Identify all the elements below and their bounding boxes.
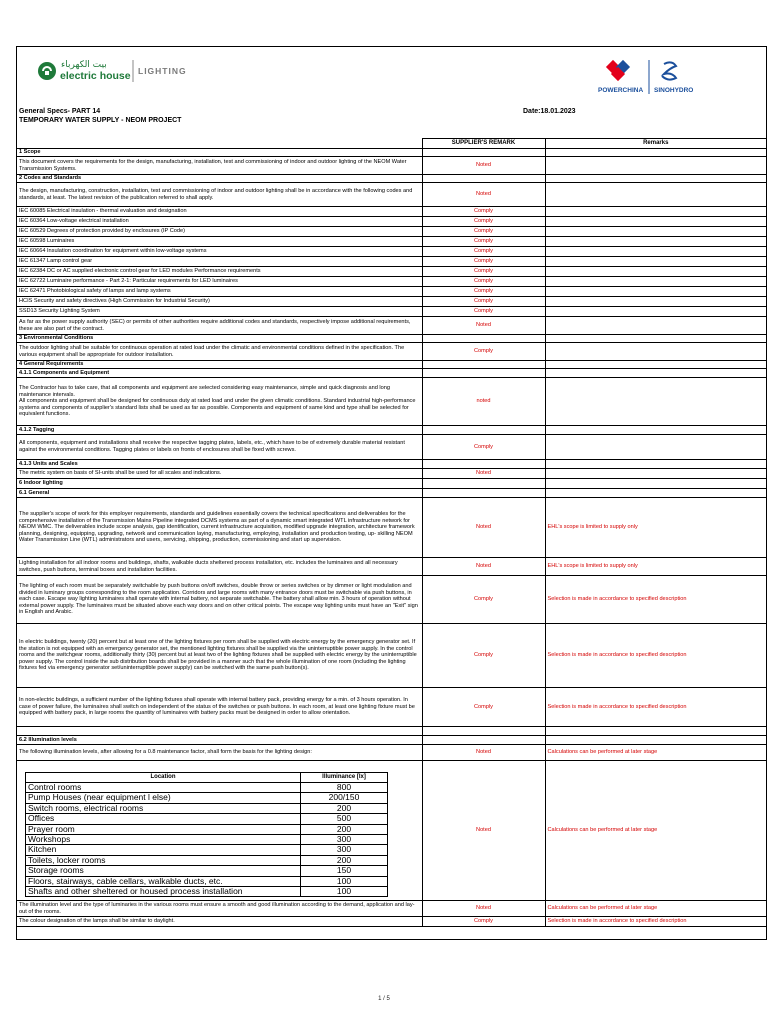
requirement-text: The colour designation of the lamps shall be similar to daylight. [17, 917, 423, 927]
remarks-cell [545, 183, 767, 207]
illuminance-row [26, 782, 388, 792]
illuminance-row [26, 866, 388, 876]
requirement-text: IEC 60598 Luminaires [17, 237, 423, 247]
remarks-cell [545, 227, 767, 237]
supplier-status: Noted [422, 183, 545, 207]
spec-table [16, 138, 767, 927]
illuminance-row [26, 835, 388, 845]
supplier-status: Comply [422, 576, 545, 624]
remarks-cell: EHL's scope is limited to supply only [545, 498, 767, 558]
supplier-status: Comply [422, 307, 545, 317]
section-heading-row [17, 175, 767, 183]
remarks-cell: Calculations can be performed at later stage [545, 745, 767, 761]
table-row [17, 745, 767, 761]
table-row [17, 469, 767, 479]
table-row [17, 257, 767, 267]
remarks-cell [545, 217, 767, 227]
requirement-text: IEC 62471 Photobiological safety of lamps and lamp systems [17, 287, 423, 297]
requirement-text: 4.1.1 Components and Equipment [17, 369, 423, 378]
illuminance-location: Pump Houses (near equipment l else) [26, 793, 301, 803]
table-row [17, 297, 767, 307]
illuminance-value: 300 [301, 835, 388, 845]
powerchina-sinohydro-logo [594, 56, 744, 96]
requirement-text: The following illumination levels, after allowing for a 0.8 maintenance factor, shall form the basis for the lighting design: [17, 745, 423, 761]
remarks-cell [545, 361, 767, 369]
table-row [17, 267, 767, 277]
supplier-status: Comply [422, 688, 545, 727]
remarks-cell [545, 157, 767, 175]
remarks-cell: Selection is made in accordance to specified description [545, 624, 767, 688]
requirement-text: 6.1 General [17, 489, 423, 498]
illuminance-row [26, 824, 388, 834]
requirement-text: 4.1.2 Tagging [17, 426, 423, 435]
supplier-status [422, 727, 545, 736]
supplier-status [422, 489, 545, 498]
illuminance-location: Prayer room [26, 824, 301, 834]
illuminance-location: Shafts and other sheltered or housed process installation [26, 887, 301, 897]
supplier-status: Comply [422, 217, 545, 227]
requirement-text: As far as the power supply authority (SEC) or permits of other authorities require additional codes and standards, respectively impose additional requirements, these are also part of the contract. [17, 317, 423, 335]
illuminance-row [26, 845, 388, 855]
illuminance-row [26, 793, 388, 803]
remarks-cell [545, 317, 767, 335]
table-row [17, 183, 767, 207]
requirement-text: The outdoor lighting shall be suitable for continuous operation at rated load under the climatic and environmental conditions defined in the specification. The various equipment shall be appropriate for outdoor installation. [17, 343, 423, 361]
illuminance-value: 200 [301, 803, 388, 813]
requirement-text: 3 Environmental Conditions [17, 335, 423, 343]
table-row [17, 558, 767, 576]
remarks-cell [545, 237, 767, 247]
remarks-cell [545, 369, 767, 378]
table-row [17, 247, 767, 257]
remarks-cell [545, 287, 767, 297]
illuminance-value: 100 [301, 887, 388, 897]
logo-sinohydro-text: SINOHYDRO [654, 87, 694, 94]
table-row [17, 287, 767, 297]
remarks-cell [545, 378, 767, 426]
requirement-text: The lighting of each room must be separately switchable by push buttons on/off switches, double throw or series switches or by dimmer or light modulation and divided in luminary groups corresponding to the room application. Corridors and large rooms with many entrance doors must be switchable via push buttons, in each case. Escape way lighting luminaires shall operate with internal battery, not separate switchable. The battery shall allow min. 3 hours of operation without external power supply. The luminaires must be situated above each way doors and on other critical points. The escape way lighting units must have an "Exit" sign in English and Arabic. [17, 576, 423, 624]
illuminance-cell [17, 761, 423, 901]
remarks-cell [545, 736, 767, 745]
requirement-text: The illumination level and the type of luminaries in the various rooms must ensure a smooth and good illumination according to the demand, application and lay-out of the rooms. [17, 901, 423, 917]
table-row [17, 576, 767, 624]
supplier-status: Noted [422, 498, 545, 558]
section-heading-row [17, 489, 767, 498]
illuminance-location: Floors, stairways, cable cellars, walkable ducts, etc. [26, 876, 301, 886]
supplier-status: Comply [422, 207, 545, 217]
document-date: Date:18.01.2023 [523, 108, 576, 115]
logo-powerchina-text: POWERCHINA [598, 87, 644, 94]
supplier-status: Noted [422, 157, 545, 175]
supplier-status: Comply [422, 624, 545, 688]
remarks-cell [545, 175, 767, 183]
table-row [17, 227, 767, 237]
remarks-cell: EHL's scope is limited to supply only [545, 558, 767, 576]
illuminance-row [26, 855, 388, 865]
section-heading-row [17, 361, 767, 369]
spec-column-header [17, 139, 423, 149]
remarks-cell [545, 297, 767, 307]
requirement-text: IEC 60529 Degrees of protection provided by enclosures (IP Code) [17, 227, 423, 237]
requirement-text: 2 Codes and Standards [17, 175, 423, 183]
requirement-text: Lighting installation for all indoor rooms and buildings, shafts, walkable ducts sheltered process installation, etc. includes the luminaires and all necessary switches, push buttons, terminal boxes and installation facilities. [17, 558, 423, 576]
requirement-text: 4 General Requirements [17, 361, 423, 369]
requirement-text: SSD13 Security Lighting System [17, 307, 423, 317]
illuminance-location: Toilets, locker rooms [26, 855, 301, 865]
illuminance-location: Switch rooms, electrical rooms [26, 803, 301, 813]
supplier-status: Comply [422, 297, 545, 307]
illuminance-value: 200 [301, 824, 388, 834]
electric-house-logo [36, 56, 186, 86]
remarks-cell [545, 343, 767, 361]
supplier-status [422, 479, 545, 489]
remarks-cell [545, 489, 767, 498]
supplier-status [422, 175, 545, 183]
supplier-status: Comply [422, 227, 545, 237]
illuminance-location: Offices [26, 814, 301, 824]
table-row [17, 727, 767, 736]
table-row [17, 343, 767, 361]
section-heading-row [17, 426, 767, 435]
table-row [17, 688, 767, 727]
requirement-text: This document covers the requirements for the design, manufacturing, installation, test and commissioning of indoor and outdoor lighting of the NEOM Water Transmission Systems. [17, 157, 423, 175]
supplier-status [422, 460, 545, 469]
requirement-text: 4.1.3 Units and Scales [17, 460, 423, 469]
table-row [17, 237, 767, 247]
remarks-header: Remarks [545, 139, 767, 149]
requirement-text: IEC 60085 Electrical insulation - thermal evaluation and designation [17, 207, 423, 217]
logo-name-text: electric house [60, 70, 131, 82]
section-heading-row [17, 736, 767, 745]
section-heading-row [17, 460, 767, 469]
requirement-text: In non-electric buildings, a sufficient number of the lighting fixtures shall operate with internal battery pack, providing energy for a min. of 3 hours operation. In case of power failure, the luminaires shall switch on independent of the status of the switches or push buttons. In each room, at least one lighting fixture must be equipped with battery pack, in large rooms the quantity of luminaires with battery packs must be designed in order to allow orientation. [17, 688, 423, 727]
table-row [17, 217, 767, 227]
supplier-status: Comply [422, 343, 545, 361]
remarks-cell [545, 267, 767, 277]
illuminance-value: 500 [301, 814, 388, 824]
supplier-remark-header: SUPPLIER'S REMARK [422, 139, 545, 149]
supplier-status [422, 361, 545, 369]
requirement-text: In electric buildings, twenty (20) percent but at least one of the lighting fixtures per room shall be supplied with electric energy by the emergency generator set. If the station is not equipped with an emergency generator set, the mentioned lighting fixtures shall be supplied via the uninterruptible power supply. In the control rooms and the switchgear rooms, additionally thirty (30) percent but at least two of the lighting fixtures shall be supplied with electric energy by the uninterruptible power supply. The control inside the sub distribution boards shall be provided in a manner such that the whole illumination of one room (including the lighting fixtures fed via emergency generator set/uninterruptible power supply) can be switched with the same push button(s). [17, 624, 423, 688]
remarks-cell: Selection is made in accordance to specified description [545, 688, 767, 727]
supplier-status: Noted [422, 317, 545, 335]
requirement-text: 1 Scope [17, 149, 423, 157]
remarks-cell [545, 335, 767, 343]
supplier-status: Noted [422, 558, 545, 576]
remarks-cell [545, 426, 767, 435]
supplier-status: Comply [422, 247, 545, 257]
supplier-status: Noted [422, 745, 545, 761]
table-row [17, 901, 767, 917]
illuminance-row [26, 887, 388, 897]
illuminance-value: 150 [301, 866, 388, 876]
requirement-text: The design, manufacturing, construction, installation, test and commissioning of indoor and outdoor lighting shall be in accordance with the following codes and standards, at least. The latest revision of the publication referred to shall apply. [17, 183, 423, 207]
requirement-text: IEC 62384 DC or AC supplied electronic control gear for LED modules Performance requirements [17, 267, 423, 277]
remarks-cell [545, 277, 767, 287]
remarks-cell: Calculations can be performed at later stage [545, 901, 767, 917]
illuminance-value: 300 [301, 845, 388, 855]
illuminance-location: Storage rooms [26, 866, 301, 876]
supplier-status [422, 426, 545, 435]
remarks-cell [545, 149, 767, 157]
table-row [17, 277, 767, 287]
section-heading-row [17, 149, 767, 157]
supplier-status: Noted [422, 901, 545, 917]
remarks-cell: Selection is made in accordance to specified description [545, 917, 767, 927]
supplier-status: Comply [422, 287, 545, 297]
spec-title: General Specs- PART 14 [19, 108, 101, 115]
illuminance-row [26, 876, 388, 886]
supplier-status [422, 736, 545, 745]
illuminance-row [26, 803, 388, 813]
remarks-cell [545, 247, 767, 257]
remarks-cell [545, 469, 767, 479]
illuminance-value: 800 [301, 782, 388, 792]
requirement-text: IEC 62722 Luminaire performance - Part 2-1: Particular requirements for LED luminaires [17, 277, 423, 287]
section-heading-row [17, 369, 767, 378]
requirement-text: IEC 60664 Insulation coordination for equipment within low-voltage systems [17, 247, 423, 257]
requirement-text [17, 727, 423, 736]
requirement-text: All components, equipment and installations shall receive the respective tagging plates, labels, etc., which have to be of extremely durable material resistant against the environmental conditions. Tagging plates or labels on fronts of enclosures shall be fixed with screws. [17, 435, 423, 460]
logo-arabic-text: بيت الكهرباء [61, 60, 107, 70]
section-heading-row [17, 335, 767, 343]
table-row [17, 157, 767, 175]
illuminance-row [26, 814, 388, 824]
remarks-cell: Calculations can be performed at later stage [545, 761, 767, 901]
illuminance-value: 100 [301, 876, 388, 886]
supplier-status: Comply [422, 237, 545, 247]
supplier-status [422, 335, 545, 343]
table-row [17, 378, 767, 426]
illuminance-table [25, 772, 388, 898]
remarks-cell [545, 307, 767, 317]
supplier-status: noted [422, 378, 545, 426]
table-row [17, 498, 767, 558]
supplier-status: Comply [422, 917, 545, 927]
requirement-text: HCIS Security and safety directives (High Commission for Industrial Security) [17, 297, 423, 307]
requirement-text: 6 Indoor lighting [17, 479, 423, 489]
requirement-text: IEC 60364 Low-voltage electrical installation [17, 217, 423, 227]
remarks-cell [545, 207, 767, 217]
logo-division-text: LIGHTING [138, 66, 186, 76]
supplier-status: Comply [422, 435, 545, 460]
supplier-status: Comply [422, 257, 545, 267]
illuminance-location: Kitchen [26, 845, 301, 855]
supplier-status: Comply [422, 277, 545, 287]
remarks-cell [545, 257, 767, 267]
remarks-cell: Selection is made in accordance to specified description [545, 576, 767, 624]
table-row [17, 761, 767, 901]
illuminance-location-header: Location [26, 772, 301, 782]
remarks-cell [545, 435, 767, 460]
page-number: 1 / 5 [378, 996, 390, 1002]
remarks-cell [545, 460, 767, 469]
illuminance-location: Workshops [26, 835, 301, 845]
supplier-status [422, 369, 545, 378]
remarks-cell [545, 479, 767, 489]
requirement-text: 6.2 Illumination levels [17, 736, 423, 745]
table-row [17, 917, 767, 927]
supplier-status [422, 149, 545, 157]
section-heading-row [17, 479, 767, 489]
table-row [17, 207, 767, 217]
requirement-text: The metric system on basis of SI-units shall be used for all scales and indications. [17, 469, 423, 479]
illuminance-value: 200/150 [301, 793, 388, 803]
remarks-cell [545, 727, 767, 736]
supplier-status: Comply [422, 267, 545, 277]
illuminance-lux-header: Illuminance [lx] [301, 772, 388, 782]
table-row [17, 435, 767, 460]
project-title: TEMPORARY WATER SUPPLY - NEOM PROJECT [19, 117, 182, 124]
requirement-text: The Contractor has to take care, that all components and equipment are selected considering easy maintenance, simple and quick diagnosis and long maintenance intervals. All components and equipment shall be designed for continuous duty at rated load and under the given climatic conditions. Standard industrial high-performance systems and components of supplier's standard lists shall be used as far as possible. Components and equipment of same kind and type shall be selected for equivalent functions. [17, 378, 423, 426]
table-row [17, 624, 767, 688]
supplier-status: Noted [422, 761, 545, 901]
requirement-text: IEC 61347 Lamp control gear [17, 257, 423, 267]
illuminance-value: 200 [301, 855, 388, 865]
table-row [17, 307, 767, 317]
supplier-status: Noted [422, 469, 545, 479]
illuminance-location: Control rooms [26, 782, 301, 792]
requirement-text: The supplier's scope of work for this employer requirements, standards and guidelines essentially covers the technical specifications and deliverables for the comprehensive installation of the Transmission Mains Pipeline integrated DCMS systems as part of a dynamic smart integrated WTL infrastructure network for NEOM WMC. The deliverables include scope analysis, gap identification, current infrastructure acquisition, modified upgrade integration, architecture framework planning, designing, equipping, upgrading, network and communication laying, manufacturing, employing, installation and production testing, up- skilling NEOM Water Transmission Line (WTL) administrators and users, servicing, shipping, production, commissioning and start up supervision. [17, 498, 423, 558]
table-header-row [17, 139, 767, 149]
table-row [17, 317, 767, 335]
